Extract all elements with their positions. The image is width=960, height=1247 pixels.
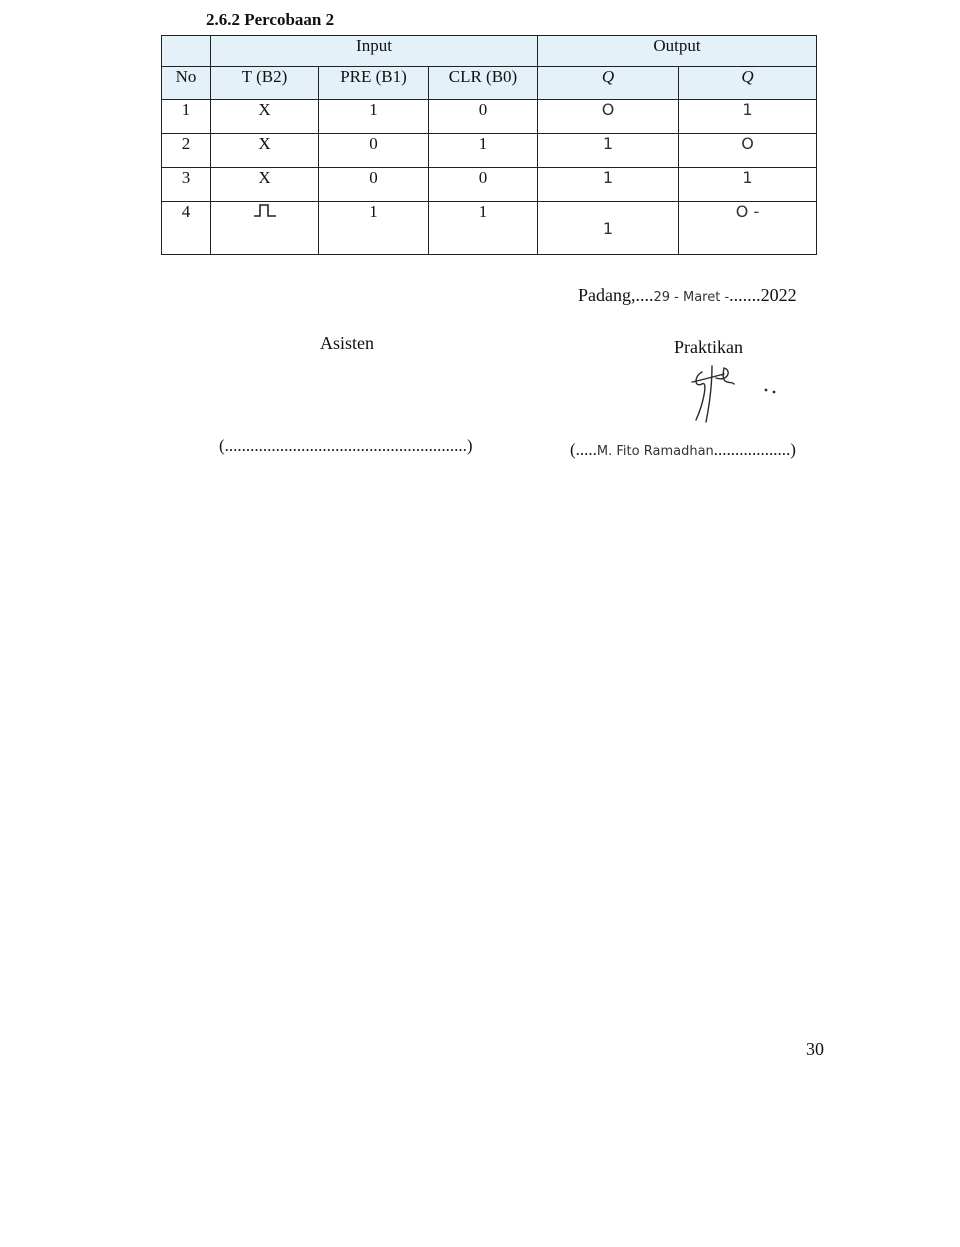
cell-qbar: O: [679, 134, 817, 168]
date-year: 2022: [760, 285, 797, 305]
table-row: [162, 100, 817, 134]
cell-qbar: O -: [679, 202, 817, 255]
praktikan-close: ..................): [713, 440, 796, 459]
table-group-header-row: [162, 36, 817, 67]
col-no: No: [162, 67, 211, 100]
praktikan-name: M. Fito Ramadhan: [596, 444, 714, 459]
cell-no: 3: [162, 168, 211, 202]
header-output: Output: [538, 36, 817, 67]
header-blank: [162, 36, 211, 67]
cell-qbar: 1: [679, 100, 817, 134]
section-heading: 2.6.2 Percobaan 2: [206, 10, 335, 29]
cell-no: 1: [162, 100, 211, 134]
col-clr: CLR (B0): [429, 67, 538, 100]
date-dots-lead: ....: [635, 285, 654, 305]
praktikan-open: (.....: [570, 440, 597, 459]
cell-q: 1: [538, 168, 679, 202]
cell-t: [211, 202, 319, 255]
cell-qbar: 1: [679, 168, 817, 202]
cell-clr: 0: [429, 100, 538, 134]
table-row: [162, 134, 817, 168]
cell-clr: 1: [429, 202, 538, 255]
praktikan-label: Praktikan: [674, 337, 743, 357]
cell-clr: 0: [429, 168, 538, 202]
cell-pre: 1: [319, 100, 429, 134]
col-pre: PRE (B1): [319, 67, 429, 100]
col-q: Q: [538, 67, 679, 100]
header-input: Input: [211, 36, 538, 67]
cell-pre: 0: [319, 168, 429, 202]
cell-t: X: [211, 100, 319, 134]
asisten-label: Asisten: [320, 333, 374, 353]
col-qbar: $\overline{Q}$: [679, 67, 817, 100]
table-column-header-row: [162, 67, 817, 100]
table-row: [162, 168, 817, 202]
cell-clr: 1: [429, 134, 538, 168]
clock-pulse-icon: [253, 202, 277, 218]
cell-pre: 0: [319, 134, 429, 168]
cell-q: 1: [538, 202, 679, 255]
date-handwritten: 29 - Maret -: [653, 290, 730, 305]
cell-q: 1: [538, 134, 679, 168]
cell-q: O: [538, 100, 679, 134]
cell-pre: 1: [319, 202, 429, 255]
cell-no: 4: [162, 202, 211, 255]
praktikan-signature-line: [570, 440, 796, 460]
date-prefix: Padang,: [578, 285, 636, 305]
col-t: T (B2): [211, 67, 319, 100]
page-number: 30: [806, 1039, 824, 1059]
cell-no: 2: [162, 134, 211, 168]
table-row: [162, 202, 817, 255]
date-line: [578, 285, 797, 306]
truth-table: [161, 35, 817, 255]
asisten-signature-line: (.........................................................): [219, 436, 473, 455]
signature-scribble: [672, 362, 782, 424]
date-dots-tail: .......: [729, 285, 761, 305]
cell-t: X: [211, 168, 319, 202]
cell-t: X: [211, 134, 319, 168]
